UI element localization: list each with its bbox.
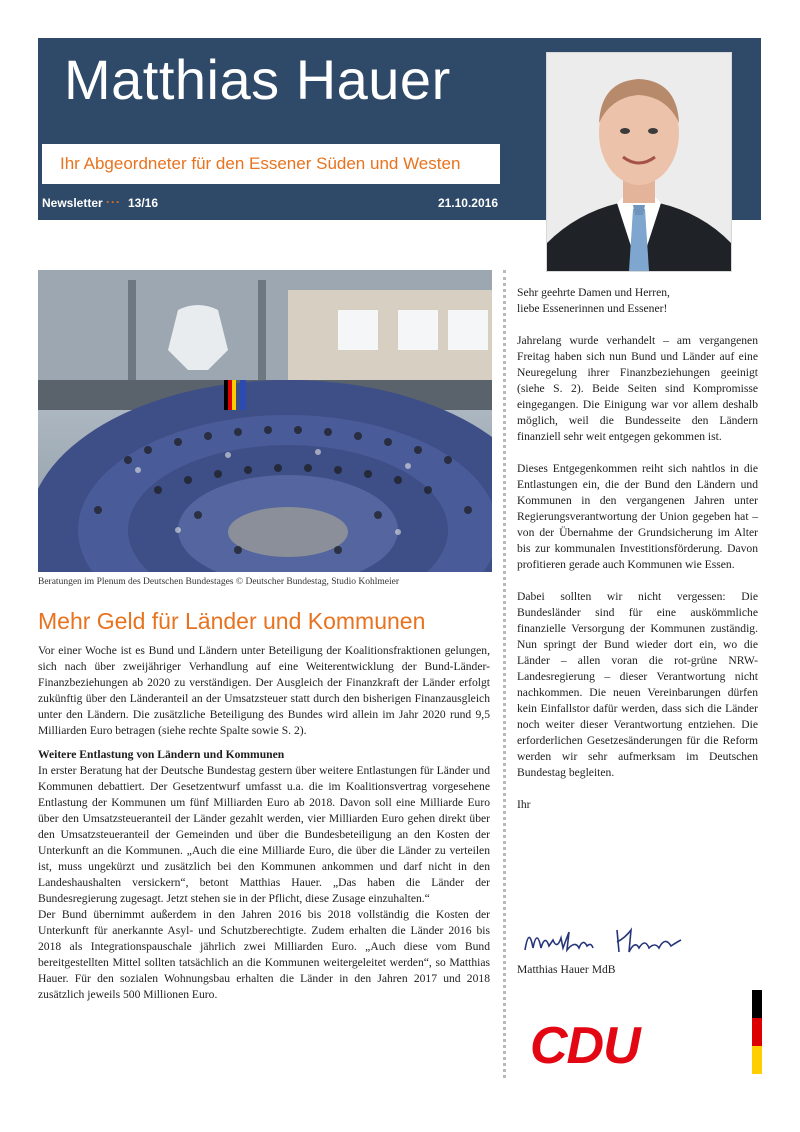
signer-name: Matthias Hauer MdB (517, 963, 616, 976)
handwritten-signature (521, 920, 701, 960)
cdu-logo: CDU (530, 1017, 640, 1075)
letter-paragraph: Jahrelang wurde verhandelt – am vergangenen Freitag haben sich nun Bund und Länder auf eine Neuregelung ihrer Finanzbeziehungen geeinigt (siehe S. 2). Beide Seiten sind Kompromisse eingegangen. Die Einigung war vor allem deshalb möglich, weil die Bundesseite den Ländern finanziell sehr weit entgegen gekommen ist. (517, 334, 758, 443)
article-subheading: Weitere Entlastung von Ländern und Kommunen (38, 748, 285, 761)
article-paragraph: In erster Beratung hat der Deutsche Bundestag gestern über weitere Entlastungen für Länder und Kommunen debattiert. Der Gesetzentwurf umfasst u.a. die im Koalitionsvertrag vorgesehene Entlastung der Kommunen um fünf Milliarden Euro ab 2018. Davon soll eine Milliarde Euro über den Umsatzsteueranteil der Länder gezahlt werden, vier Milliarden Euro gehen direkt über den Umsatzsteueranteil der Gemeinden und über die Bundesbeteiligung an den Kosten der Unterkunft an die Kommunen. „Auch die eine Milliarde Euro, die über die Länder zu verteilen ist, muss ungekürzt und zusätzlich bei den Kommunen ankommen und darf nicht in den Landeshaushalten versickern“, betont Matthias Hauer. „Das haben die Länder der Bundesregierung zugesagt. Jetzt stehen sie in der Pflicht, diese Zusage einzuhalten.“ (38, 764, 490, 905)
newsletter-dots: ··· (106, 195, 121, 209)
plenary-photo (38, 270, 492, 572)
letter-salutation (517, 285, 758, 317)
article-body (38, 643, 490, 1003)
newsletter-issue: 13/16 (128, 196, 159, 210)
plenary-illustration (38, 270, 492, 572)
salutation-line: Sehr geehrte Damen und Herren, (517, 286, 670, 299)
editorial-letter (517, 285, 758, 829)
newsletter-label: Newsletter (42, 196, 103, 210)
flag-gold (752, 1046, 762, 1074)
article-paragraph: Vor einer Woche ist es Bund und Ländern unter Beteiligung der Koalitionsfraktionen gelungen, sich nach über zweijähriger Verhandlung auf eine Weiterentwicklung der Bund-Länder-Finanzbeziehungen ab 2020 zu verständigen. Der Ausgleich der Finanzkraft der Länder erfolgt zukünftig über den Länderanteil an der Umsatzsteuer statt durch den bisherigen Finanzausgleich unter den Ländern. Die zusätzliche Beteiligung des Bundes wird allein im Jahr 2020 rund 9,5 Milliarden Euro betragen (siehe rechte Spalte sowie S. 2). (38, 644, 490, 737)
salutation-line: liebe Essenerinnen und Essener! (517, 302, 668, 315)
portrait-illustration (547, 53, 731, 271)
flag-red (752, 1018, 762, 1046)
flag-black (752, 990, 762, 1018)
signature-illustration (521, 920, 701, 960)
subtitle: Ihr Abgeordneter für den Essener Süden und Westen (60, 154, 461, 173)
letter-closing: Ihr (517, 798, 531, 811)
article-heading: Mehr Geld für Länder und Kommunen (38, 608, 426, 634)
letter-paragraph: Dieses Entgegenkommen reiht sich nahtlos in die Entlastungen ein, die der Bund den Ländern und Kommunen in den vergangenen Jahren unter Regierungsverantwortung der Union gegeben hat – von der Übernahme der Grundsicherung im Alter bis zur kommunalen Investitionsförderung. Davon profitieren gerade auch Kommunen wie Essen. (517, 462, 758, 571)
newsletter-date: 21.10.2016 (437, 196, 498, 210)
page-title: Matthias Hauer (64, 48, 451, 111)
portrait-photo (546, 52, 732, 272)
german-flag-stripe (752, 990, 762, 1074)
article-paragraph: Der Bund übernimmt außerdem in den Jahren 2016 bis 2018 vollständig die Kosten der Unterkunft für anerkannte Asyl- und Schutzberechtigte. Zudem erhalten die Länder 2016 bis 2018 als Integrationspauschale jährlich zwei Milliarden Euro. „Auch diese vom Bund bereitgestellten Mittel sollten tatsächlich an die Kommunen weitergeleitet werden“, so Matthias Hauer. Für den sozialen Wohnungsbau erhalten die Länder in den Jahren 2017 und 2018 zusätzlich jeweils 500 Millionen Euro. (38, 908, 490, 1001)
photo-caption: Beratungen im Plenum des Deutschen Bundestages © Deutscher Bundestag, Studio Kohlmeier (38, 577, 400, 587)
letter-paragraph: Dabei sollten wir nicht vergessen: Die Bundesländer sind für eine auskömmliche finanzielle Versorgung der Kommunen zuständig. Nun springt der Bund wieder dort ein, wo die Länder – allen voran die rot-grüne NRW-Landesregierung – dieser Verantwortung nicht nachkommen. Die neuen Vereinbarungen dürfen kein Einfallstor dafür werden, dass sich die Länder noch weiter dieser Verantwortung entziehen. Die erforderlichen Gesetzesänderungen für die Reform werden wir sehr aufmerksam im Deutschen Bundestag begleiten. (517, 590, 758, 779)
column-divider (503, 270, 506, 1078)
